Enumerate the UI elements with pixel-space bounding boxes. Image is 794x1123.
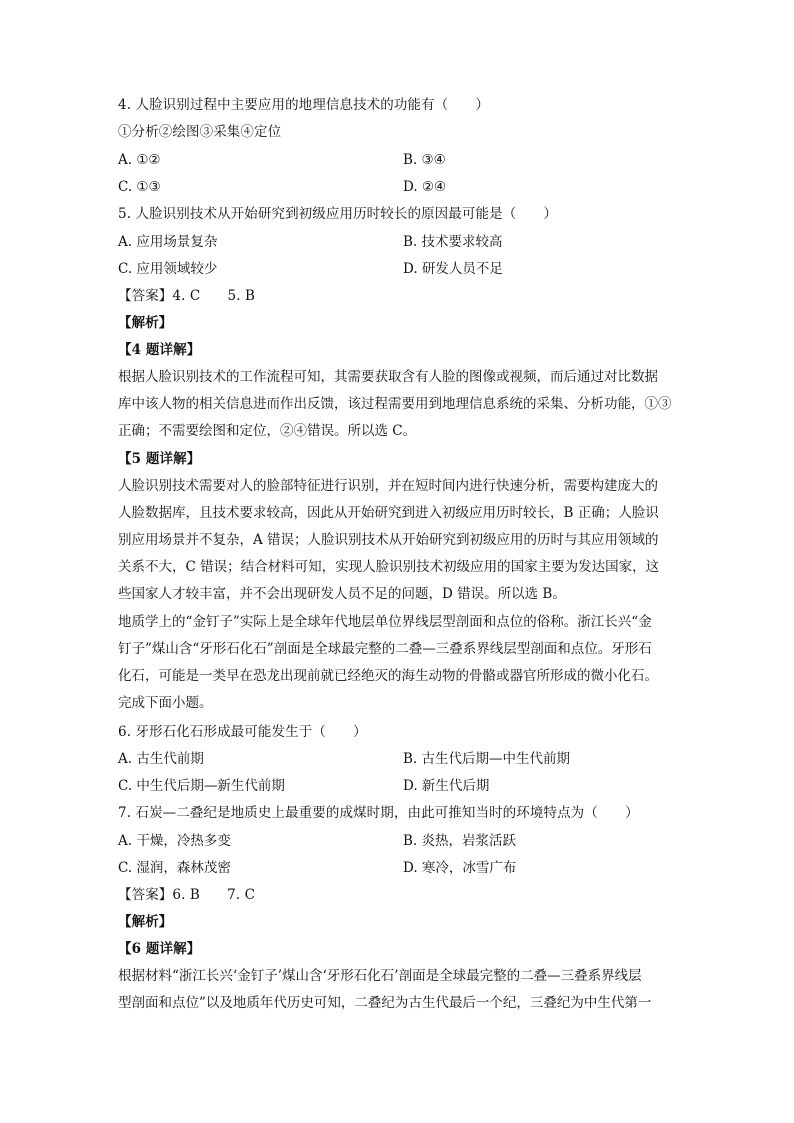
answer-4-5: 【答案】4. C 5. B <box>118 288 255 304</box>
q6-detail-line: 型剖面和点位”以及地质年代历史可知，二叠纪为古生代最后一个纪，三叠纪为中生代第一 <box>118 995 652 1011</box>
question-7-option-c: C. 湿润，森林茂密 <box>118 860 231 876</box>
question-5-option-a: A. 应用场景复杂 <box>118 234 218 250</box>
question-6-option-c: C. 中生代后期—新生代前期 <box>118 778 285 794</box>
question-4-items: ①分析②绘图③采集④定位 <box>118 124 282 140</box>
q6-detail-text <box>118 963 684 1017</box>
question-7-option-d: D. 寒冷，冰雪广布 <box>403 860 517 876</box>
q4-detail-line: 正确；不需要绘图和定位，②④错误。所以选 C。 <box>118 423 417 439</box>
question-4-option-b: B. ③④ <box>403 152 446 168</box>
material-line: 完成下面小题。 <box>118 695 213 711</box>
material-text <box>118 609 684 717</box>
q4-detail-heading: 【4 题详解】 <box>118 342 201 358</box>
question-5-option-d: D. 研发人员不足 <box>403 261 503 277</box>
question-7-option-b: B. 炎热，岩浆活跃 <box>403 833 517 849</box>
q5-detail-line: 别应用场景并不复杂，A 错误；人脸识别技术从开始研究到初级应用的历时与其应用领域的 <box>118 532 659 548</box>
q4-detail-line: 库中该人物的相关信息进而作出反馈，该过程需要用到地理信息系统的采集、分析功能，①③ <box>118 396 672 412</box>
analysis-heading-6-7: 【解析】 <box>118 914 173 930</box>
question-6-option-b: B. 古生代后期—中生代前期 <box>403 751 571 767</box>
q5-detail-line: 人脸数据库，且技术要求较高，因此从开始研究到进入初级应用历时较长，B 正确；人脸识 <box>118 505 659 521</box>
question-6-option-a: A. 古生代前期 <box>118 751 204 767</box>
question-5-option-b: B. 技术要求较高 <box>403 234 503 250</box>
material-line: 化石，可能是一类早在恐龙出现前就已经绝灭的海生动物的骨骼或器官所形成的微小化石。 <box>118 668 658 684</box>
analysis-heading-4-5: 【解析】 <box>118 315 173 331</box>
question-7-option-a: A. 干燥，冷热多变 <box>118 833 231 849</box>
question-4-option-d: D. ②④ <box>403 179 447 195</box>
material-line: 钉子”煤山含“牙形石化石”剖面是全球最完整的二叠—三叠系界线层型剖面和点位。牙形石 <box>118 641 652 657</box>
question-6-option-d: D. 新生代后期 <box>403 778 490 794</box>
q5-detail-line: 关系不大，C 错误；结合材料可知，实现人脸识别技术初级应用的国家主要为发达国家，这 <box>118 559 660 575</box>
q4-detail-line: 根据人脸识别技术的工作流程可知，其需要获取含有人脸的图像或视频，而后通过对比数据 <box>118 369 658 385</box>
question-4-stem: 4. 人脸识别过程中主要应用的地理信息技术的功能有（ ） <box>118 97 490 113</box>
q5-detail-text <box>118 473 684 608</box>
q5-detail-line: 人脸识别技术需要对人的脸部特征进行识别，并在短时间内进行快速分析，需要构建庞大的 <box>118 478 658 494</box>
q4-detail-text <box>118 364 684 445</box>
question-5-stem: 5. 人脸识别技术从开始研究到初级应用历时较长的原因最可能是（ ） <box>118 206 558 222</box>
material-line: 地质学上的“金钉子”实际上是全球年代地层单位界线层型剖面和点位的俗称。浙江长兴“金 <box>118 614 652 630</box>
question-4-option-c: C. ①③ <box>118 179 161 195</box>
q5-detail-heading: 【5 题详解】 <box>118 451 201 467</box>
question-7-stem: 7. 石炭—二叠纪是地质史上最重要的成煤时期，由此可推知当时的环境特点为（ ） <box>118 805 639 821</box>
question-4-option-a: A. ①② <box>118 152 161 168</box>
q6-detail-heading: 【6 题详解】 <box>118 941 201 957</box>
q5-detail-line: 些国家人才较丰富，并不会出现研发人员不足的问题，D 错误。所以选 B。 <box>118 586 566 602</box>
answer-6-7: 【答案】6. B 7. C <box>118 887 255 903</box>
q6-detail-line: 根据材料“浙江长兴‘金钉子’煤山含‘牙形石化石’剖面是全球最完整的二叠—三叠系界线层 <box>118 968 642 984</box>
question-5-option-c: C. 应用领域较少 <box>118 261 218 277</box>
question-6-stem: 6. 牙形石化石形成最可能发生于（ ） <box>118 724 367 740</box>
